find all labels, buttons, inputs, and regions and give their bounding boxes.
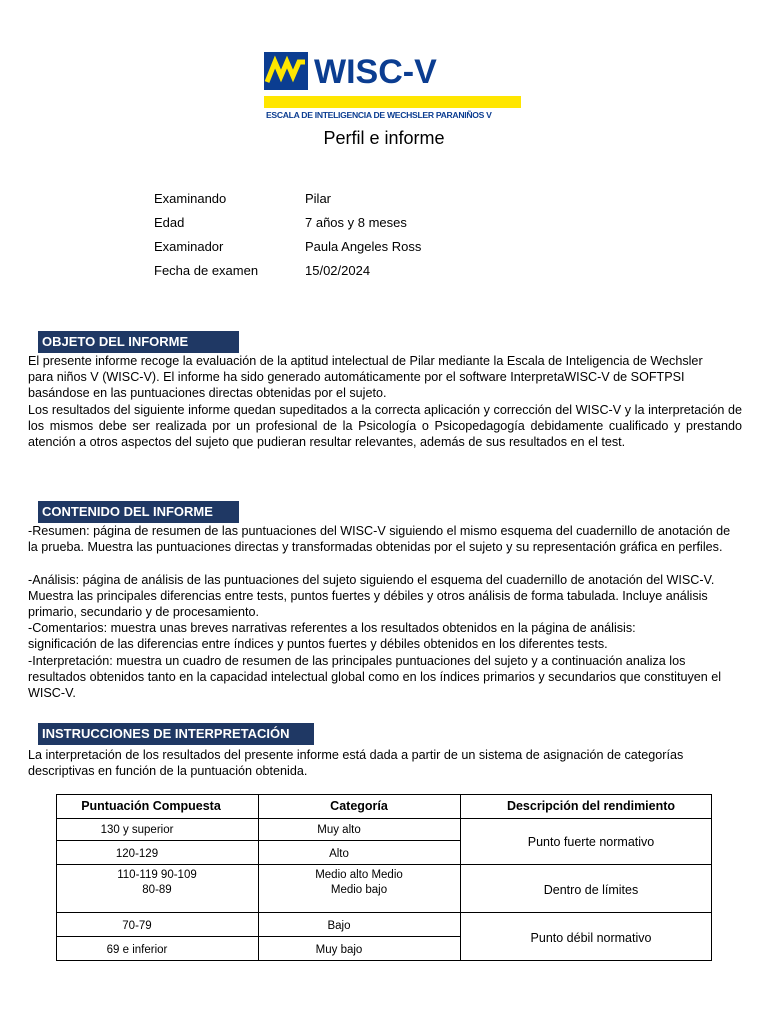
info-label-examinador: Examinador [154,239,224,254]
table-cell-category: Medio bajo [330,884,388,896]
table-cell-score: 69 e inferior [106,944,168,956]
table-header-category: Categoría [330,799,388,813]
logo-subtitle: ESCALA DE INTELIGENCIA DE WECHSLER PARANIÑOS V [266,110,492,120]
section-header-contenido: CONTENIDO DEL INFORME [38,501,239,523]
table-cell-score: 80-89 [142,884,172,896]
section-header-instrucciones: INSTRUCCIONES DE INTERPRETACIÓN [38,723,314,745]
info-value-examinando: Pilar [305,191,332,206]
info-value-fecha: 15/02/2024 [305,263,371,278]
contenido-comentarios: -Comentarios: muestra unas breves narrativas referentes a los resultados obtenidos en la página de análisis: significación de las diferencias entre índices y puntos fuertes y débiles obtenidos en los diferentes tests. [28,621,636,652]
table-cell-score: 120-129 [115,848,159,860]
contenido-analisis: -Análisis: página de análisis de las puntuaciones del sujeto siguiendo el esquema del cuadernillo de anotación del WISC-V. Muestra las principales diferencias entre tests, puntos fuertes y débiles y otros análisis de forma tabulada. Incluye análisis primario, secundario y de procesamiento. [28,573,715,620]
table-cell-category: Alto [329,848,349,860]
table-cell-category: Medio alto Medio [315,869,403,881]
info-value-edad: 7 años y 8 meses [305,215,407,230]
info-label-examinando: Examinando [154,191,227,206]
wisc-v-logo [264,50,522,124]
table-header-description: Descripción del rendimiento [506,799,676,813]
table-cell-category: Muy alto [317,824,361,836]
table-cell-score: 110-119 90-109 [117,869,197,881]
table-cell-description: Punto débil normativo [530,931,652,945]
table-cell-category: Bajo [327,920,351,932]
logo-title: WISC-V [314,53,437,91]
section-header-objeto: OBJETO DEL INFORME [38,331,239,353]
table-cell-description: Punto fuerte normativo [527,835,655,849]
logo-yellow-bar [264,96,521,108]
info-label-edad: Edad [154,215,185,230]
objeto-paragraph-1: El presente informe recoge la evaluación de la aptitud intelectual de Pilar mediante la Escala de Inteligencia de Wechsler para niños V (WISC-V). El informe ha sido generado automáticamente por el software InterpretaWISC-V de SOFTPSI basándose en las puntuaciones directas obtenidas por el sujeto. [28,354,703,401]
table-cell-score: 130 y superior [100,824,174,836]
contenido-resumen: -Resumen: página de resumen de las puntuaciones del WISC-V siguiendo el mismo esquema del cuadernillo de anotación de la prueba. Muestra las puntuaciones directas y transformadas obtenidas por el sujeto y su representación gráfica en perfiles. [28,524,731,555]
wisc-logo-mark-icon [264,52,308,90]
instrucciones-paragraph: La interpretación de los resultados del presente informe está dada a partir de un sistema de asignación de categorías descriptivas en función de la puntuación obtenida. [28,748,684,779]
page-title: Perfil e informe [323,128,445,148]
table-cell-description: Dentro de límites [543,883,639,897]
category-table [56,794,712,961]
info-label-fecha: Fecha de examen [154,263,259,278]
table-cell-score: 70-79 [122,920,152,932]
table-header-score: Puntuación Compuesta [81,799,221,813]
objeto-paragraph-2: Los resultados del siguiente informe quedan supeditados a la correcta aplicación y corrección del WISC-V y la interpretación de los mismos debe ser realizada por un profesional de la Psicología o Psicopedagogía debidamente cualificado y prestando atención a otros aspectos del sujeto que pudieran resultar relevantes, además de sus resultados en el test. [28,403,742,450]
table-cell-category: Muy bajo [315,944,363,956]
info-value-examinador: Paula Angeles Ross [305,239,422,254]
contenido-interpretacion: -Interpretación: muestra un cuadro de resumen de las principales puntuaciones del sujeto y a continuación analiza los resultados obtenidos tanto en la capacidad intelectual global como en los índices primarios y secundarios que constituyen el WISC-V. [28,654,722,701]
